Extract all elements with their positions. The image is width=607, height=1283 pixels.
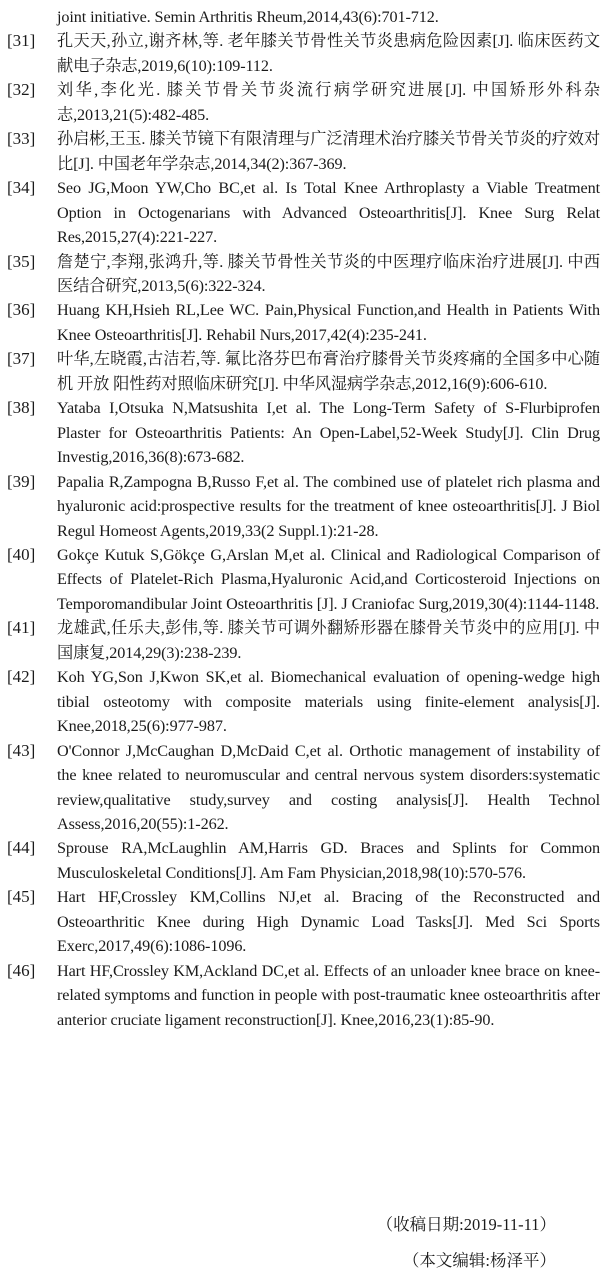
- reference-item: [0, 127, 607, 176]
- reference-list: [0, 5, 607, 1032]
- reference-text: 孔天天,孙立,谢齐林,等. 老年膝关节骨性关节炎患病危险因素[J]. 临床医药文献电子杂志,2019,6(10):109-112.: [57, 32, 600, 75]
- reference-item: [0, 836, 607, 885]
- reference-text: Huang KH,Hsieh RL,Lee WC. Pain,Physical Function,and Health in Patients With Knee Osteoarthritis[J]. Rehabil Nurs,2017,42(4):235-241.: [57, 301, 600, 344]
- reference-text: Papalia R,Zampogna B,Russo F,et al. The combined use of platelet rich plasma and hyaluronic acid:prospective results for the treatment of knee osteoarthritis[J]. J Biol Regul Homeost Agents,2019,33(2 Suppl.1):21-28.: [57, 472, 600, 540]
- reference-item: [0, 616, 607, 665]
- reference-item: [0, 959, 607, 1032]
- reference-item: [0, 885, 607, 958]
- reference-item: [0, 176, 607, 249]
- reference-text: O'Connor J,McCaughan D,McDaid C,et al. Orthotic management of instability of the knee related to neuromuscular and central nervous system disorders:systematic review,qualitative study,survey and costing analysis[J]. Health Technol Assess,2016,20(55):1-262.: [57, 741, 600, 833]
- received-date: （收稿日期:2019-11-11）: [376, 1215, 556, 1234]
- reference-number: [42]: [7, 667, 36, 687]
- reference-number: [41]: [7, 618, 36, 638]
- reference-item: [0, 298, 607, 347]
- reference-text: Gokçe Kutuk S,Gökçe G,Arslan M,et al. Clinical and Radiological Comparison of Effects of Platelet-Rich Plasma,Hyaluronic Acid,and Corticosteroid Injections on Temporomandibular Joint Osteoarthritis [J]. J Craniofac Surg,2019,30(4):1144-1148.: [57, 545, 600, 613]
- reference-number: [39]: [7, 471, 36, 491]
- reference-text: 龙雄武,任乐夫,彭伟,等. 膝关节可调外翻矫形器在膝骨关节炎中的应用[J]. 中国康复,2014,29(3):238-239.: [57, 619, 600, 662]
- reference-item: [0, 739, 607, 837]
- reference-number: [44]: [7, 838, 36, 858]
- reference-text: 叶华,左晓霞,古洁若,等. 氟比洛芬巴布膏治疗膝骨关节炎疼痛的全国多中心随机 开放 阳性药对照临床研究[J]. 中华风湿病学杂志,2012,16(9):606-610.: [57, 350, 600, 393]
- reference-text: 刘华,李化光. 膝关节骨关节炎流行病学研究进展[J]. 中国矫形外科杂志,2013,21(5):482-485.: [57, 81, 600, 124]
- reference-number: [38]: [7, 398, 36, 418]
- reference-item: [0, 396, 607, 469]
- reference-number: [33]: [7, 129, 36, 149]
- reference-item: [0, 78, 607, 127]
- reference-text: Yataba I,Otsuka N,Matsushita I,et al. The Long-Term Safety of S-Flurbiprofen Plaster for Osteoarthritis Patients: An Open-Label,52-Week Study[J]. Clin Drug Investig,2016,36(8):673-682.: [57, 399, 600, 467]
- reference-item: [0, 347, 607, 396]
- reference-number: [45]: [7, 887, 36, 907]
- reference-number: [34]: [7, 178, 36, 198]
- reference-text: 詹楚宁,李翔,张鸿升,等. 膝关节骨性关节炎的中医理疗临床治疗进展[J]. 中西医结合研究,2013,5(6):322-324.: [57, 252, 600, 295]
- reference-item: [0, 29, 607, 78]
- reference-text: 孙启彬,王玉. 膝关节镜下有限清理与广泛清理术治疗膝关节骨关节炎的疗效对比[J]. 中国老年学杂志,2014,34(2):367-369.: [57, 130, 600, 173]
- reference-item: [0, 250, 607, 299]
- editor-credit: （本文编辑:杨泽平）: [402, 1251, 556, 1270]
- reference-number: [32]: [7, 80, 36, 100]
- reference-number: [37]: [7, 349, 36, 369]
- reference-item: [0, 470, 607, 543]
- reference-item: [0, 543, 607, 616]
- reference-number: [35]: [7, 251, 36, 271]
- reference-number: [43]: [7, 740, 36, 760]
- reference-text: Hart HF,Crossley KM,Collins NJ,et al. Bracing of the Reconstructed and Osteoarthritic Knee during High Dynamic Load Tasks[J]. Med Sci Sports Exerc,2017,49(6):1086-1096.: [57, 888, 600, 956]
- reference-item: [0, 665, 607, 738]
- reference-text: Koh YG,Son J,Kwon SK,et al. Biomechanical evaluation of opening-wedge high tibial osteotomy with composite materials using finite-element analysis[J]. Knee,2018,25(6):977-987.: [57, 668, 600, 736]
- reference-number: [40]: [7, 544, 36, 564]
- reference-text: Seo JG,Moon YW,Cho BC,et al. Is Total Knee Arthroplasty a Viable Treatment Option in Octogenarians with Advanced Osteoarthritis[J]. Knee Surg Relat Res,2015,27(4):221-227.: [57, 179, 600, 247]
- reference-text: Sprouse RA,McLaughlin AM,Harris GD. Braces and Splints for Common Musculoskeletal Conditions[J]. Am Fam Physician,2018,98(10):570-576.: [57, 839, 600, 882]
- reference-number: [36]: [7, 300, 36, 320]
- reference-continuation: [0, 5, 607, 29]
- reference-text: joint initiative. Semin Arthritis Rheum,2014,43(6):701-712.: [57, 8, 439, 26]
- reference-text: Hart HF,Crossley KM,Ackland DC,et al. Effects of an unloader knee brace on knee-related symptoms and function in people with post-traumatic knee osteoarthritis after anterior cruciate ligament reconstruction[J]. Knee,2016,23(1):85-90.: [57, 961, 600, 1029]
- reference-number: [46]: [7, 960, 36, 980]
- reference-number: [31]: [7, 31, 36, 51]
